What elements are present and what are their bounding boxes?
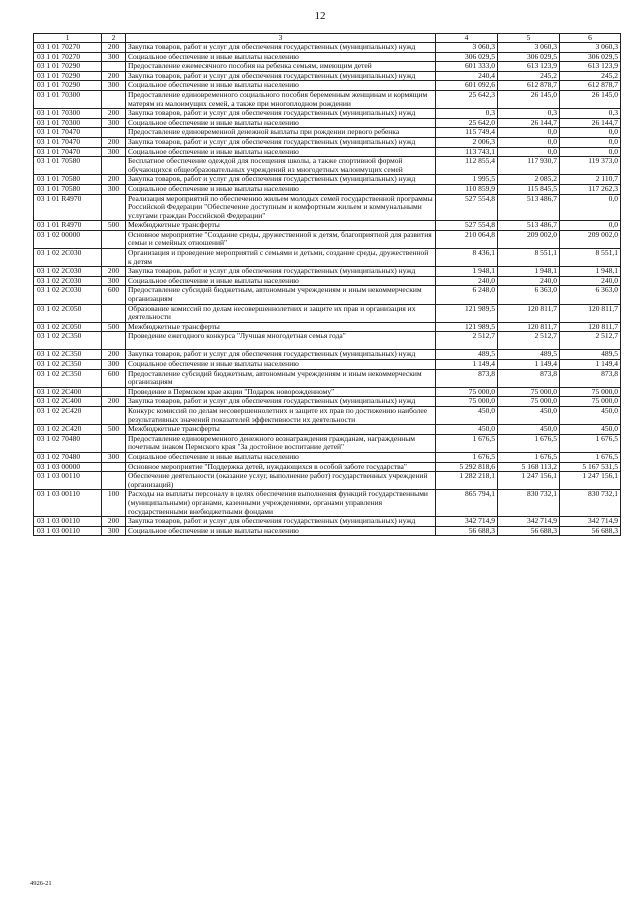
expense-type-cell	[102, 462, 126, 472]
amount-col6-cell: 873,8	[560, 369, 621, 387]
description-cell: Конкурс комиссий по делам несовершеннолетних и защите их прав по достижению наиболее результативных значений показателей эффективности их деятельности	[126, 406, 436, 424]
amount-col6-cell: 26 145,0	[560, 90, 621, 108]
expense-type-cell: 100	[102, 490, 126, 517]
target-code-cell: 03 1 01 70470	[34, 147, 102, 157]
target-code-cell: 03 1 02 2C350	[34, 360, 102, 370]
amount-col6-cell: 0,0	[560, 128, 621, 138]
amount-col6-cell: 306 029,5	[560, 52, 621, 62]
amount-col4-cell: 527 554,8	[436, 221, 498, 231]
amount-col6-cell: 450,0	[560, 425, 621, 435]
table-row	[34, 452, 621, 462]
table-row	[34, 360, 621, 370]
target-code-cell: 03 1 02 2C350	[34, 350, 102, 360]
amount-col4-cell: 3 060,3	[436, 43, 498, 53]
amount-col5-cell: 2 085,2	[498, 175, 560, 185]
amount-col6-cell: 342 714,9	[560, 517, 621, 527]
target-code-cell: 03 1 03 00000	[34, 462, 102, 472]
amount-col6-cell: 8 551,1	[560, 249, 621, 267]
target-code-cell: 03 1 03 00110	[34, 526, 102, 536]
target-code-cell: 03 1 01 70580	[34, 157, 102, 175]
target-code-cell: 03 1 01 70290	[34, 71, 102, 81]
amount-col6-cell: 2 110,7	[560, 175, 621, 185]
target-code-cell: 03 1 02 2C350	[34, 369, 102, 387]
table-row	[34, 62, 621, 72]
table-row	[34, 387, 621, 397]
amount-col4-cell: 306 029,5	[436, 52, 498, 62]
amount-col6-cell: 0,0	[560, 147, 621, 157]
description-cell: Проведение в Пермском крае акции "Подарок новорожденному"	[126, 387, 436, 397]
table-row	[34, 230, 621, 248]
amount-col4-cell: 2 006,3	[436, 137, 498, 147]
amount-col4-cell: 873,8	[436, 369, 498, 387]
expense-type-cell	[102, 332, 126, 350]
amount-col4-cell: 865 794,1	[436, 490, 498, 517]
amount-col6-cell: 1 948,1	[560, 267, 621, 277]
amount-col4-cell: 25 642,3	[436, 90, 498, 108]
description-cell: Закупка товаров, работ и услуг для обеспечения государственных (муниципальных) нужд	[126, 350, 436, 360]
expense-type-cell	[102, 62, 126, 72]
amount-col6-cell: 26 144,7	[560, 118, 621, 128]
amount-col6-cell: 2 512,7	[560, 332, 621, 350]
table-row	[34, 332, 621, 350]
description-cell: Межбюджетные трансферты	[126, 425, 436, 435]
target-code-cell: 03 1 02 2C420	[34, 425, 102, 435]
description-cell: Предоставление единовременного социального пособия беременным женщинам и кормящим матерям из малоимущих семей, а также при многоплодном рождении	[126, 90, 436, 108]
amount-col6-cell: 3 060,3	[560, 43, 621, 53]
target-code-cell: 03 1 02 2C030	[34, 286, 102, 304]
amount-col4-cell: 489,5	[436, 350, 498, 360]
table-row	[34, 434, 621, 452]
expense-type-cell	[102, 157, 126, 175]
description-cell: Предоставление субсидий бюджетным, автономным учреждениям и иным некоммерческим организациям	[126, 369, 436, 387]
amount-col5-cell: 306 029,5	[498, 52, 560, 62]
expense-type-cell: 200	[102, 350, 126, 360]
target-code-cell: 03 1 01 70300	[34, 109, 102, 119]
target-code-cell: 03 1 02 2C030	[34, 276, 102, 286]
target-code-cell: 03 1 02 70480	[34, 434, 102, 452]
target-code-cell: 03 1 01 70580	[34, 175, 102, 185]
amount-col5-cell: 0,0	[498, 137, 560, 147]
table-row	[34, 71, 621, 81]
amount-col5-cell: 3 060,3	[498, 43, 560, 53]
amount-col5-cell: 56 688,3	[498, 526, 560, 536]
target-code-cell: 03 1 02 2C400	[34, 387, 102, 397]
amount-col4-cell: 115 749,4	[436, 128, 498, 138]
amount-col4-cell: 0,3	[436, 109, 498, 119]
amount-col6-cell: 450,0	[560, 406, 621, 424]
table-row	[34, 81, 621, 91]
expense-type-cell	[102, 472, 126, 490]
expense-type-cell	[102, 434, 126, 452]
amount-col5-cell: 513 486,7	[498, 194, 560, 221]
description-cell: Образование комиссий по делам несовершеннолетних и защите их прав и организация их деятельности	[126, 304, 436, 322]
description-cell: Организация и проведение мероприятий с семьями и детьми, создание среды, дружественной к детям	[126, 249, 436, 267]
amount-col5-cell: 450,0	[498, 425, 560, 435]
target-code-cell: 03 1 01 R4970	[34, 194, 102, 221]
amount-col5-cell: 1 149,4	[498, 360, 560, 370]
amount-col4-cell: 210 064,8	[436, 230, 498, 248]
table-row	[34, 52, 621, 62]
col-header-4: 4	[436, 34, 498, 43]
amount-col4-cell: 450,0	[436, 406, 498, 424]
expense-type-cell: 200	[102, 71, 126, 81]
target-code-cell: 03 1 01 70290	[34, 81, 102, 91]
description-cell: Социальное обеспечение и иные выплаты населению	[126, 184, 436, 194]
expense-type-cell	[102, 128, 126, 138]
description-cell: Предоставление ежемесячного пособия на ребенка семьям, имеющим детей	[126, 62, 436, 72]
table-row	[34, 490, 621, 517]
target-code-cell: 03 1 02 2C050	[34, 322, 102, 332]
target-code-cell: 03 1 03 00110	[34, 490, 102, 517]
amount-col6-cell: 245,2	[560, 71, 621, 81]
header-row	[34, 34, 621, 43]
expense-type-cell	[102, 249, 126, 267]
table-row	[34, 472, 621, 490]
expense-type-cell: 300	[102, 452, 126, 462]
amount-col5-cell: 342 714,9	[498, 517, 560, 527]
amount-col6-cell: 1 149,4	[560, 360, 621, 370]
table-row	[34, 322, 621, 332]
description-cell: Социальное обеспечение и иные выплаты населению	[126, 360, 436, 370]
amount-col5-cell: 75 000,0	[498, 387, 560, 397]
amount-col5-cell: 612 878,7	[498, 81, 560, 91]
target-code-cell: 03 1 02 2C050	[34, 304, 102, 322]
amount-col4-cell: 240,0	[436, 276, 498, 286]
amount-col4-cell: 6 248,0	[436, 286, 498, 304]
target-code-cell: 03 1 02 2C400	[34, 397, 102, 407]
amount-col4-cell: 342 714,9	[436, 517, 498, 527]
amount-col6-cell: 6 363,0	[560, 286, 621, 304]
table-row	[34, 406, 621, 424]
description-cell: Предоставление субсидий бюджетным, автономным учреждениям и иным некоммерческим организациям	[126, 286, 436, 304]
table-row	[34, 128, 621, 138]
amount-col4-cell: 601 092,6	[436, 81, 498, 91]
expense-type-cell: 600	[102, 369, 126, 387]
amount-col5-cell: 450,0	[498, 406, 560, 424]
amount-col6-cell: 120 811,7	[560, 322, 621, 332]
description-cell: Основное мероприятие "Создание среды, дружественной к детям, благоприятной для развития семьи и семейных отношений"	[126, 230, 436, 248]
expense-type-cell: 300	[102, 147, 126, 157]
target-code-cell: 03 1 01 R4970	[34, 221, 102, 231]
amount-col6-cell: 0,0	[560, 221, 621, 231]
col-header-2: 2	[102, 34, 126, 43]
description-cell: Социальное обеспечение и иные выплаты населению	[126, 81, 436, 91]
expense-type-cell: 200	[102, 397, 126, 407]
amount-col5-cell: 1 676,5	[498, 434, 560, 452]
description-cell: Закупка товаров, работ и услуг для обеспечения государственных (муниципальных) нужд	[126, 517, 436, 527]
table-row	[34, 350, 621, 360]
amount-col4-cell: 8 436,1	[436, 249, 498, 267]
amount-col5-cell: 245,2	[498, 71, 560, 81]
description-cell: Закупка товаров, работ и услуг для обеспечения государственных (муниципальных) нужд	[126, 175, 436, 185]
amount-col6-cell: 1 676,5	[560, 434, 621, 452]
expense-type-cell: 500	[102, 322, 126, 332]
amount-col5-cell: 209 002,0	[498, 230, 560, 248]
amount-col4-cell: 601 333,0	[436, 62, 498, 72]
description-cell: Реализация мероприятий по обеспечению жильем молодых семей государственной программы Российской Федерации "Обеспечение доступным и комфортным жильем и коммунальными услугами граждан Российской Федерации"	[126, 194, 436, 221]
table-row	[34, 462, 621, 472]
amount-col5-cell: 8 551,1	[498, 249, 560, 267]
col-header-5: 5	[498, 34, 560, 43]
col-header-6: 6	[560, 34, 621, 43]
table-row	[34, 221, 621, 231]
target-code-cell: 03 1 02 70480	[34, 452, 102, 462]
description-cell: Расходы на выплаты персоналу в целях обеспечения выполнения функций государственными (муниципальными) органами, казенными учреждениями, органами управления государственными внебюджетными фондами	[126, 490, 436, 517]
description-cell: Предоставление единовременного денежного вознаграждения гражданам, награжденным почетным знаком Пермского края "За достойное воспитание детей"	[126, 434, 436, 452]
amount-col4-cell: 1 948,1	[436, 267, 498, 277]
amount-col6-cell: 209 002,0	[560, 230, 621, 248]
amount-col6-cell: 5 167 531,5	[560, 462, 621, 472]
expense-type-cell	[102, 406, 126, 424]
amount-col6-cell: 1 247 156,1	[560, 472, 621, 490]
table-row	[34, 276, 621, 286]
expense-type-cell: 300	[102, 276, 126, 286]
amount-col6-cell: 120 811,7	[560, 304, 621, 322]
target-code-cell: 03 1 01 70270	[34, 43, 102, 53]
description-cell: Закупка товаров, работ и услуг для обеспечения государственных (муниципальных) нужд	[126, 43, 436, 53]
description-cell: Социальное обеспечение и иные выплаты населению	[126, 52, 436, 62]
amount-col5-cell: 115 845,5	[498, 184, 560, 194]
amount-col4-cell: 113 743,1	[436, 147, 498, 157]
target-code-cell: 03 1 02 2C030	[34, 267, 102, 277]
expense-type-cell	[102, 90, 126, 108]
description-cell: Закупка товаров, работ и услуг для обеспечения государственных (муниципальных) нужд	[126, 71, 436, 81]
amount-col6-cell: 613 123,9	[560, 62, 621, 72]
table-row	[34, 397, 621, 407]
amount-col5-cell: 1 948,1	[498, 267, 560, 277]
table-row	[34, 517, 621, 527]
target-code-cell: 03 1 01 70300	[34, 90, 102, 108]
description-cell: Межбюджетные трансферты	[126, 322, 436, 332]
page-number: 12	[314, 10, 326, 22]
table-row	[34, 43, 621, 53]
amount-col5-cell: 489,5	[498, 350, 560, 360]
amount-col6-cell: 240,0	[560, 276, 621, 286]
target-code-cell: 03 1 02 2C030	[34, 249, 102, 267]
description-cell: Предоставление единовременной денежной выплаты при рождении первого ребенка	[126, 128, 436, 138]
amount-col5-cell: 240,0	[498, 276, 560, 286]
amount-col4-cell: 112 855,4	[436, 157, 498, 175]
amount-col6-cell: 612 878,7	[560, 81, 621, 91]
amount-col5-cell: 6 363,0	[498, 286, 560, 304]
description-cell: Социальное обеспечение и иные выплаты населению	[126, 147, 436, 157]
description-cell: Межбюджетные трансферты	[126, 221, 436, 231]
expense-type-cell: 600	[102, 286, 126, 304]
amount-col5-cell: 513 486,7	[498, 221, 560, 231]
table-row	[34, 369, 621, 387]
amount-col5-cell: 873,8	[498, 369, 560, 387]
expense-type-cell	[102, 230, 126, 248]
table-row	[34, 526, 621, 536]
description-cell: Обеспечение деятельности (оказание услуг, выполнение работ) государственных учреждений (организаций)	[126, 472, 436, 490]
amount-col4-cell: 75 000,0	[436, 387, 498, 397]
expense-type-cell: 300	[102, 360, 126, 370]
table-row	[34, 267, 621, 277]
expense-type-cell: 500	[102, 425, 126, 435]
amount-col5-cell: 2 512,7	[498, 332, 560, 350]
col-header-3: 3	[126, 34, 436, 43]
amount-col6-cell: 1 676,5	[560, 452, 621, 462]
amount-col5-cell: 26 144,7	[498, 118, 560, 128]
expense-type-cell: 200	[102, 109, 126, 119]
expense-type-cell	[102, 387, 126, 397]
table-row	[34, 425, 621, 435]
amount-col4-cell: 240,4	[436, 71, 498, 81]
expense-type-cell: 200	[102, 137, 126, 147]
table-row	[34, 175, 621, 185]
amount-col4-cell: 1 676,5	[436, 452, 498, 462]
table-row	[34, 147, 621, 157]
table-row	[34, 286, 621, 304]
amount-col5-cell: 1 247 156,1	[498, 472, 560, 490]
description-cell: Закупка товаров, работ и услуг для обеспечения государственных (муниципальных) нужд	[126, 137, 436, 147]
target-code-cell: 03 1 03 00110	[34, 472, 102, 490]
target-code-cell: 03 1 01 70290	[34, 62, 102, 72]
table-row	[34, 304, 621, 322]
description-cell: Проведение ежегодного конкурса "Лучшая многодетная семья года"	[126, 332, 436, 350]
description-cell: Социальное обеспечение и иные выплаты населению	[126, 118, 436, 128]
target-code-cell: 03 1 02 00000	[34, 230, 102, 248]
amount-col5-cell: 120 811,7	[498, 304, 560, 322]
table-row	[34, 109, 621, 119]
description-cell: Социальное обеспечение и иные выплаты населению	[126, 276, 436, 286]
amount-col4-cell: 121 989,5	[436, 304, 498, 322]
amount-col5-cell: 120 811,7	[498, 322, 560, 332]
amount-col6-cell: 75 000,0	[560, 397, 621, 407]
amount-col5-cell: 26 145,0	[498, 90, 560, 108]
amount-col4-cell: 1 282 218,1	[436, 472, 498, 490]
description-cell: Основное мероприятие "Поддержка детей, нуждающихся в особой заботе государства"	[126, 462, 436, 472]
amount-col5-cell: 75 000,0	[498, 397, 560, 407]
expense-type-cell: 300	[102, 52, 126, 62]
amount-col6-cell: 489,5	[560, 350, 621, 360]
amount-col5-cell: 0,3	[498, 109, 560, 119]
target-code-cell: 03 1 02 2C350	[34, 332, 102, 350]
amount-col5-cell: 5 168 113,2	[498, 462, 560, 472]
description-cell: Закупка товаров, работ и услуг для обеспечения государственных (муниципальных) нужд	[126, 109, 436, 119]
table-row	[34, 137, 621, 147]
description-cell: Закупка товаров, работ и услуг для обеспечения государственных (муниципальных) нужд	[126, 397, 436, 407]
target-code-cell: 03 1 01 70470	[34, 137, 102, 147]
amount-col6-cell: 0,0	[560, 137, 621, 147]
table-row	[34, 90, 621, 108]
expense-type-cell: 300	[102, 184, 126, 194]
description-cell: Закупка товаров, работ и услуг для обеспечения государственных (муниципальных) нужд	[126, 267, 436, 277]
expense-type-cell: 500	[102, 221, 126, 231]
amount-col4-cell: 527 554,8	[436, 194, 498, 221]
target-code-cell: 03 1 01 70270	[34, 52, 102, 62]
expense-type-cell: 200	[102, 175, 126, 185]
amount-col4-cell: 5 292 818,6	[436, 462, 498, 472]
amount-col4-cell: 56 688,3	[436, 526, 498, 536]
amount-col5-cell: 830 732,1	[498, 490, 560, 517]
amount-col4-cell: 75 000,0	[436, 397, 498, 407]
budget-table	[33, 33, 621, 536]
target-code-cell: 03 1 01 70470	[34, 128, 102, 138]
amount-col6-cell: 830 732,1	[560, 490, 621, 517]
expense-type-cell	[102, 194, 126, 221]
description-cell: Социальное обеспечение и иные выплаты населению	[126, 526, 436, 536]
expense-type-cell: 200	[102, 267, 126, 277]
footer-code: 4926-21	[30, 880, 52, 887]
col-header-1: 1	[34, 34, 102, 43]
amount-col4-cell: 1 676,5	[436, 434, 498, 452]
table-row	[34, 118, 621, 128]
table-row	[34, 249, 621, 267]
description-cell: Социальное обеспечение и иные выплаты населению	[126, 452, 436, 462]
expense-type-cell: 300	[102, 526, 126, 536]
amount-col6-cell: 119 373,0	[560, 157, 621, 175]
target-code-cell: 03 1 03 00110	[34, 517, 102, 527]
target-code-cell: 03 1 01 70300	[34, 118, 102, 128]
amount-col5-cell: 0,0	[498, 147, 560, 157]
amount-col4-cell: 2 512,7	[436, 332, 498, 350]
amount-col4-cell: 1 149,4	[436, 360, 498, 370]
expense-type-cell	[102, 304, 126, 322]
table-row	[34, 157, 621, 175]
amount-col6-cell: 75 000,0	[560, 387, 621, 397]
table-row	[34, 184, 621, 194]
amount-col4-cell: 1 995,5	[436, 175, 498, 185]
table-row	[34, 194, 621, 221]
amount-col4-cell: 121 989,5	[436, 322, 498, 332]
amount-col5-cell: 1 676,5	[498, 452, 560, 462]
expense-type-cell: 300	[102, 81, 126, 91]
target-code-cell: 03 1 02 2C420	[34, 406, 102, 424]
amount-col5-cell: 613 123,9	[498, 62, 560, 72]
amount-col6-cell: 117 262,3	[560, 184, 621, 194]
amount-col4-cell: 25 642,0	[436, 118, 498, 128]
amount-col4-cell: 450,0	[436, 425, 498, 435]
amount-col5-cell: 0,0	[498, 128, 560, 138]
amount-col4-cell: 110 859,9	[436, 184, 498, 194]
amount-col6-cell: 0,3	[560, 109, 621, 119]
target-code-cell: 03 1 01 70580	[34, 184, 102, 194]
description-cell: Бесплатное обеспечение одеждой для посещения школы, а также спортивной формой обучающихся общеобразовательных учреждений из многодетных малоимущих семей	[126, 157, 436, 175]
expense-type-cell: 300	[102, 118, 126, 128]
amount-col6-cell: 0,0	[560, 194, 621, 221]
expense-type-cell: 200	[102, 517, 126, 527]
expense-type-cell: 200	[102, 43, 126, 53]
amount-col6-cell: 56 688,3	[560, 526, 621, 536]
amount-col5-cell: 117 930,7	[498, 157, 560, 175]
